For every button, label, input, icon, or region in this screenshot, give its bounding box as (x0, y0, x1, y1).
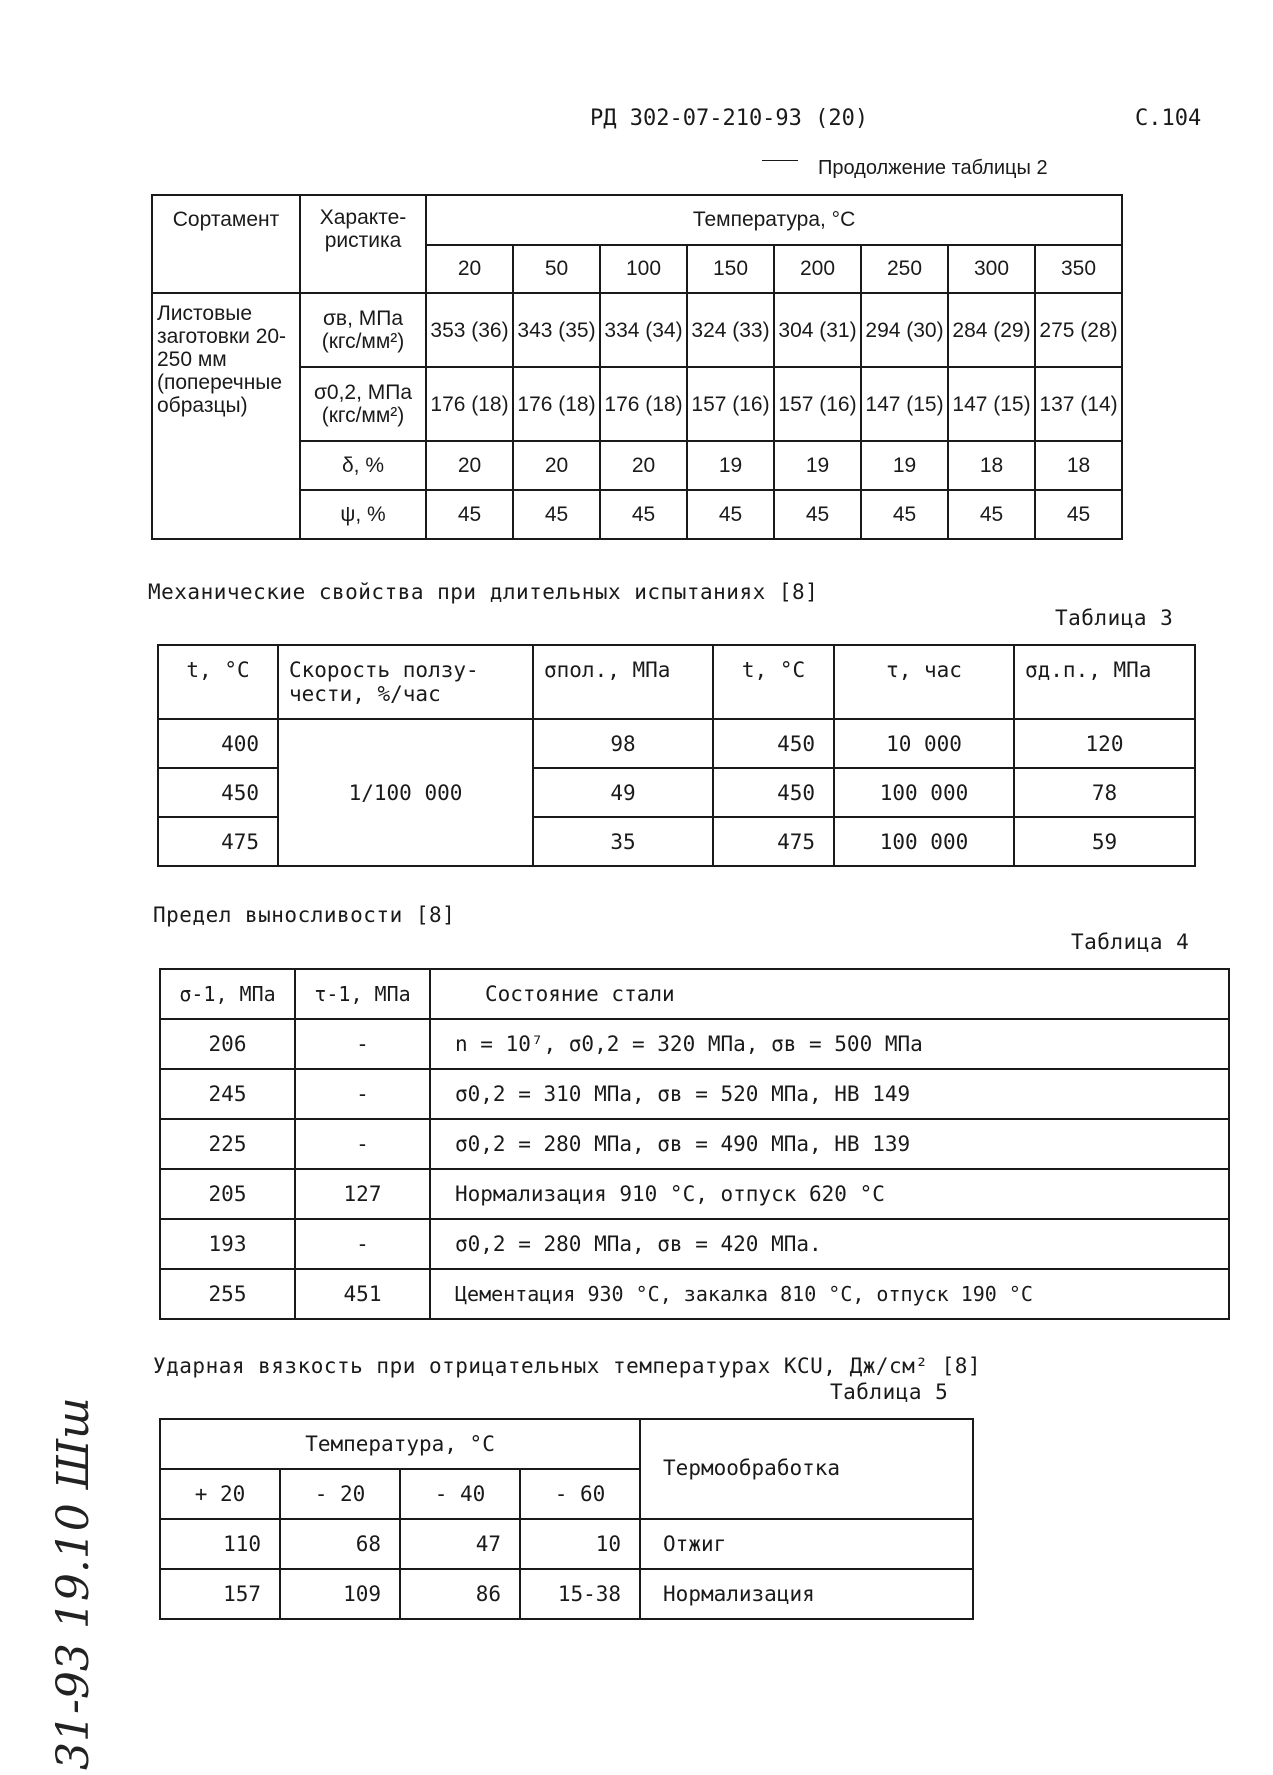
table-cell: - (295, 1069, 430, 1119)
table-3 (157, 644, 1196, 867)
header-temperature: Температура, °С (160, 1419, 640, 1469)
table-cell: 19 (861, 441, 948, 490)
table-cell: 205 (160, 1169, 295, 1219)
header-heat-treatment: Термообработка (640, 1419, 973, 1519)
table-cell: Цементация 930 °С, закалка 810 °С, отпуск 190 °С (430, 1269, 1229, 1319)
table-cell: 294 (30) (861, 293, 948, 367)
table-cell: 20 (600, 441, 687, 490)
temp-col: - 60 (520, 1469, 640, 1519)
table-cell: 15-38 (520, 1569, 640, 1619)
table-cell: 451 (295, 1269, 430, 1319)
table-cell: 176 (18) (600, 367, 687, 441)
table-cell: 147 (15) (948, 367, 1035, 441)
header-tau: τ, час (834, 645, 1014, 719)
table-cell: 193 (160, 1219, 295, 1269)
table-cell: 45 (600, 490, 687, 539)
header-characteristic: Характе-ристика (300, 195, 426, 293)
table-cell: σ0,2 = 280 МПа, σв = 490 МПа, НВ 139 (430, 1119, 1229, 1169)
temp-col: 100 (600, 245, 687, 293)
table-cell: 475 (713, 817, 834, 866)
header-sigma-1: σ-1, МПа (160, 969, 295, 1019)
table-cell: 275 (28) (1035, 293, 1122, 367)
temp-col: 350 (1035, 245, 1122, 293)
table-cell: 475 (158, 817, 278, 866)
table-cell: - (295, 1019, 430, 1069)
table-cell: 20 (513, 441, 600, 490)
header-creep-rate: Скорость ползу-чести, %/час (278, 645, 533, 719)
row-label: ψ, % (300, 490, 426, 539)
table-4 (159, 968, 1230, 1320)
temp-col: 250 (861, 245, 948, 293)
table-2 (151, 194, 1123, 540)
header-t2: t, °С (713, 645, 834, 719)
table-cell: 45 (426, 490, 513, 539)
table-cell: 18 (1035, 441, 1122, 490)
table-cell: 45 (513, 490, 600, 539)
header-sigma-dp: σд.п., МПа (1014, 645, 1195, 719)
table-5-title: Ударная вязкость при отрицательных температурах KCU, Дж/см² [8] (153, 1354, 982, 1378)
table-cell: 255 (160, 1269, 295, 1319)
temp-col: 50 (513, 245, 600, 293)
table-cell: Нормализация 910 °С, отпуск 620 °С (430, 1169, 1229, 1219)
table-cell: 147 (15) (861, 367, 948, 441)
table-4-label: Таблица 4 (1071, 930, 1190, 954)
table-cell: 86 (400, 1569, 520, 1619)
table-3-title: Механические свойства при длительных испытаниях [8] (148, 580, 819, 604)
table-cell: 78 (1014, 768, 1195, 817)
row-label: δ, % (300, 441, 426, 490)
table-cell: 100 000 (834, 768, 1014, 817)
table-5-label: Таблица 5 (830, 1380, 949, 1404)
header-steel-state: Состояние стали (430, 969, 1229, 1019)
row-label: σ0,2, МПа (кгс/мм²) (300, 367, 426, 441)
table-cell: 157 (16) (774, 367, 861, 441)
table-cell: n = 10⁷, σ0,2 = 320 МПа, σв = 500 МПа (430, 1019, 1229, 1069)
table-cell: Отжиг (640, 1519, 973, 1569)
header-sigma-pol: σпол., МПа (533, 645, 713, 719)
margin-handwritten-note: 31-93 19.10 Шш (48, 1397, 99, 1770)
table-cell: 10 (520, 1519, 640, 1569)
table-cell: 45 (1035, 490, 1122, 539)
creep-rate-cell: 1/100 000 (278, 719, 533, 866)
header-temperature: Температура, °С (426, 195, 1122, 245)
table-cell: 343 (35) (513, 293, 600, 367)
table-cell: 353 (36) (426, 293, 513, 367)
table-cell: 225 (160, 1119, 295, 1169)
table-cell: 400 (158, 719, 278, 768)
table-5 (159, 1418, 974, 1620)
continuation-label: Продолжение таблицы 2 (818, 157, 1048, 179)
table-cell: 127 (295, 1169, 430, 1219)
table-cell: 120 (1014, 719, 1195, 768)
temp-col: 200 (774, 245, 861, 293)
table-cell: 68 (280, 1519, 400, 1569)
table-cell: 20 (426, 441, 513, 490)
table-cell: - (295, 1119, 430, 1169)
page-number: С.104 (1135, 106, 1202, 131)
temp-col: + 20 (160, 1469, 280, 1519)
table-cell: 45 (948, 490, 1035, 539)
table-cell: 450 (713, 768, 834, 817)
sortament-cell: Листовые заготовки 20-250 мм (поперечные образцы) (152, 293, 300, 539)
doc-code: РД 302-07-210-93 (20) (590, 106, 869, 131)
temp-col: - 40 (400, 1469, 520, 1519)
table-cell: 100 000 (834, 817, 1014, 866)
header-sortament: Сортамент (152, 195, 300, 293)
table-cell: 206 (160, 1019, 295, 1069)
header-t: t, °С (158, 645, 278, 719)
table-cell: 324 (33) (687, 293, 774, 367)
table-4-title: Предел выносливости [8] (153, 903, 456, 927)
table-cell: 19 (774, 441, 861, 490)
table-cell: 45 (687, 490, 774, 539)
temp-col: - 20 (280, 1469, 400, 1519)
table-cell: 110 (160, 1519, 280, 1569)
table-cell: 157 (160, 1569, 280, 1619)
temp-col: 300 (948, 245, 1035, 293)
table-cell: 304 (31) (774, 293, 861, 367)
table-cell: 45 (861, 490, 948, 539)
table-cell: 45 (774, 490, 861, 539)
table-cell: 109 (280, 1569, 400, 1619)
table-cell: 176 (18) (426, 367, 513, 441)
table-cell: 59 (1014, 817, 1195, 866)
table-cell: 245 (160, 1069, 295, 1119)
table-cell: - (295, 1219, 430, 1269)
table-cell: Нормализация (640, 1569, 973, 1619)
table-cell: 35 (533, 817, 713, 866)
table-cell: 137 (14) (1035, 367, 1122, 441)
table-cell: 19 (687, 441, 774, 490)
table-cell: 47 (400, 1519, 520, 1569)
table-cell: σ0,2 = 310 МПа, σв = 520 МПа, НВ 149 (430, 1069, 1229, 1119)
temp-col: 150 (687, 245, 774, 293)
table-cell: 284 (29) (948, 293, 1035, 367)
table-cell: 49 (533, 768, 713, 817)
table-cell: 157 (16) (687, 367, 774, 441)
table-cell: 450 (158, 768, 278, 817)
table-cell: 334 (34) (600, 293, 687, 367)
row-label: σв, МПа (кгс/мм²) (300, 293, 426, 367)
table-cell: 98 (533, 719, 713, 768)
table-cell: 450 (713, 719, 834, 768)
table-cell: σ0,2 = 280 МПа, σв = 420 МПа. (430, 1219, 1229, 1269)
continuation-dash (762, 160, 798, 161)
table-cell: 18 (948, 441, 1035, 490)
temp-col: 20 (426, 245, 513, 293)
header-tau-1: τ-1, МПа (295, 969, 430, 1019)
table-cell: 10 000 (834, 719, 1014, 768)
table-3-label: Таблица 3 (1055, 606, 1174, 630)
table-cell: 176 (18) (513, 367, 600, 441)
